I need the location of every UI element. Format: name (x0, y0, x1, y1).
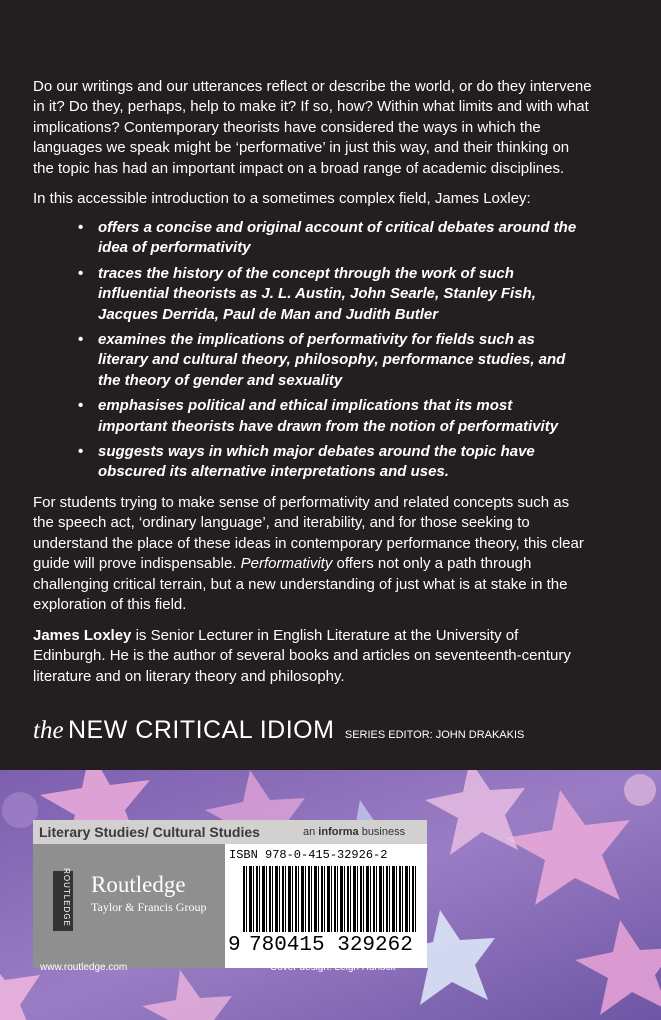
cover-credit: Cover design: Leigh Hurlock (270, 962, 396, 973)
subject-category: Literary Studies/ Cultural Studies (39, 824, 260, 840)
intro-paragraph: Do our writings and our utterances reflect or describe the world, or do they intervene in it? Do they, perhaps, help to make it? If so, how? Within what limits and with what implications? Contemporary theorists have considered the ways in which the languages we speak might be ‘performative’ in just this way, and their thinking on the topic has had an important impact on a broad range of academic disciplines. (33, 78, 592, 177)
series-name: NEW CRITICAL IDIOM (68, 716, 335, 744)
publisher-name: Routledge (91, 872, 186, 897)
list-item: • suggests ways in which major debates around the topic have obscured its alternative interpretations and uses. (78, 443, 535, 481)
isbn-text: ISBN 978-0-415-32926-2 (229, 848, 388, 862)
bullet-icon: • (78, 264, 84, 282)
routledge-logo-icon: ROUTLEDGE (53, 871, 73, 931)
feature-list (78, 218, 578, 488)
series-editor: SERIES EDITOR: JOHN DRAKAKIS (344, 729, 525, 741)
publisher-group: Taylor & Francis Group (91, 900, 207, 914)
informa-tagline: an informa business (303, 826, 406, 838)
isbn-barcode (225, 844, 427, 968)
book-title: Performativity (240, 555, 333, 573)
bullet-icon: • (78, 331, 84, 349)
lead-paragraph: In this accessible introduction to a sometimes complex field, James Loxley: (33, 190, 531, 207)
bullet-icon: • (78, 397, 84, 415)
publisher-url: www.routledge.com (40, 962, 128, 973)
list-item: • examines the implications of performativity for fields such as literary and cultural theory, philosophy, performance studies, and the theory of gender and sexuality (78, 331, 566, 389)
publisher-logo-area (33, 844, 225, 968)
barcode-icon (243, 866, 418, 932)
category-bar (33, 820, 427, 844)
author-name: James Loxley (33, 627, 132, 644)
list-item: • traces the history of the concept through the work of such influential theorists as J. L. Austin, John Searle, Stanley Fish, Jacques Derrida, Paul de Man and Judith Butler (78, 264, 536, 323)
ean-digits: 780415 329262 (249, 934, 413, 957)
bullet-icon: • (78, 443, 84, 461)
publisher-panel (33, 820, 427, 968)
series-title (33, 716, 524, 745)
author-bio: James Loxley is Senior Lecturer in English Literature at the University of Edinburgh. He is the author of several books and articles on seventeenth-century literature and on literary theory and philosophy. (33, 627, 571, 685)
list-item: • offers a concise and original account of critical debates around the idea of performativity (78, 219, 577, 257)
closing-paragraph: For students trying to make sense of performativity and related concepts such as the speech act, ‘ordinary language’, and iterability, and for those seeking to understand the place of these ideas in contemporary performance theory, this clear guide will prove indispensable. Performativity offers not only a path through challenging critical terrain, but a new understanding of just what is at stake in the exploration of this field. (33, 494, 584, 614)
bullet-icon: • (78, 219, 84, 236)
list-item: • emphasises political and ethical implications that its most important theorists have drawn from the notion of performativity (78, 397, 559, 435)
ean-first-digit: 9 (228, 934, 241, 957)
series-the: the (33, 717, 64, 744)
